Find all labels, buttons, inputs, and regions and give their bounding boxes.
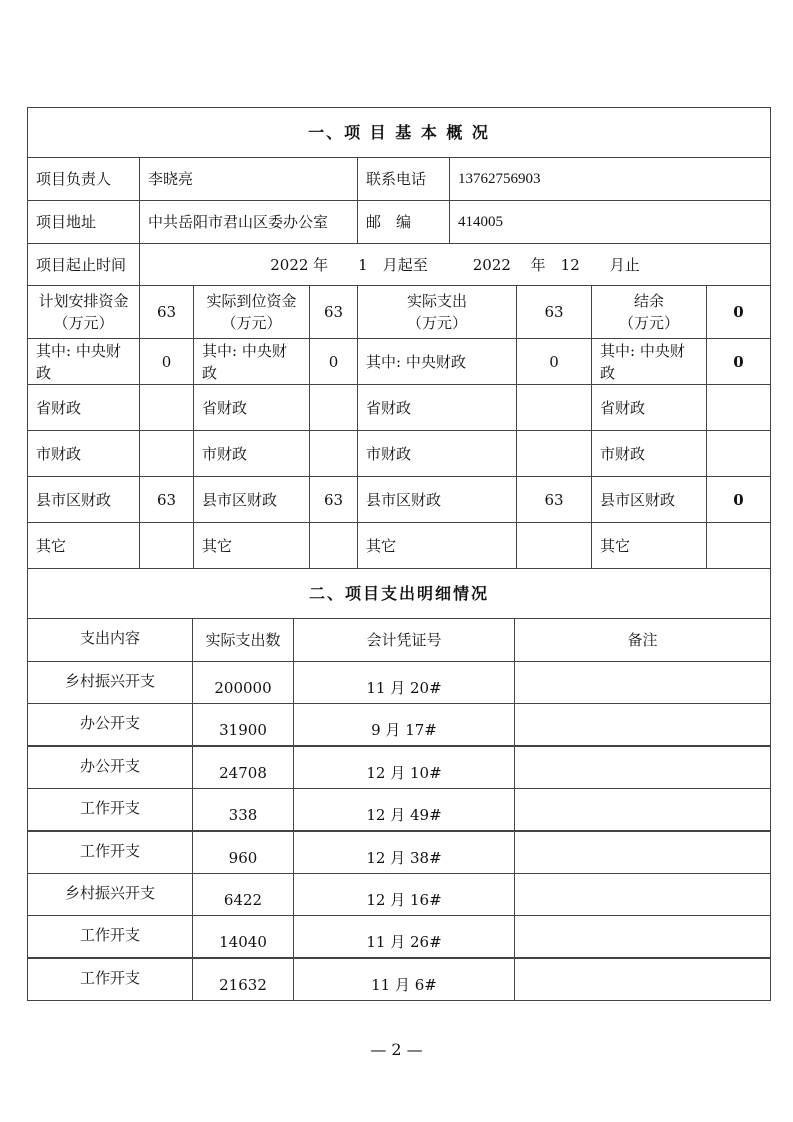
detail-amount: 6422 — [192, 873, 294, 916]
fund-label: 其中: 中央财政 — [193, 338, 310, 385]
fund-value — [139, 522, 194, 569]
fund-value — [139, 384, 194, 431]
header-voucher: 会计凭证号 — [293, 618, 515, 662]
detail-voucher: 12 月 49# — [293, 788, 515, 831]
fund-value — [309, 430, 358, 477]
detail-amount: 31900 — [192, 703, 294, 746]
detail-voucher: 9 月 17# — [293, 703, 515, 746]
actual-out-value: 63 — [516, 285, 592, 339]
fund-label: 其中: 中央财政 — [27, 338, 140, 385]
fund-label: 其中: 中央财政 — [591, 338, 707, 385]
fund-value — [516, 430, 592, 477]
period-label: 项目起止时间 — [27, 243, 140, 286]
zip-value: 414005 — [449, 200, 771, 244]
detail-note — [514, 661, 771, 704]
actual-out-label-text: 实际支出 — [406, 292, 467, 310]
fund-value: 63 — [139, 476, 194, 523]
detail-amount: 338 — [192, 788, 294, 831]
detail-voucher: 12 月 38# — [293, 831, 515, 874]
section1-title: 一、项 目 基 本 概 况 — [27, 107, 771, 158]
fund-value — [309, 522, 358, 569]
fund-label: 其它 — [193, 522, 310, 569]
detail-note — [514, 831, 771, 874]
period-value: 2022 年 1 月起至 2022 年 12 月止 — [139, 243, 771, 286]
fund-label: 市财政 — [591, 430, 707, 477]
detail-item: 工作开支 — [27, 831, 193, 874]
unit-text: （万元） — [53, 314, 114, 332]
fund-value — [706, 384, 771, 431]
detail-amount: 200000 — [192, 661, 294, 704]
actual-in-label-text: 实际到位资金 — [206, 292, 297, 310]
fund-label: 省财政 — [591, 384, 707, 431]
manager-label: 项目负责人 — [27, 157, 140, 201]
page-number: — 2 — — [370, 1040, 423, 1059]
manager-value: 李晓亮 — [139, 157, 358, 201]
actual-out-label — [357, 285, 517, 339]
detail-item: 工作开支 — [27, 788, 193, 831]
fund-label: 县市区财政 — [27, 476, 140, 523]
fund-value: 0 — [139, 338, 194, 385]
fund-value: 0 — [309, 338, 358, 385]
phone-value: 13762756903 — [449, 157, 771, 201]
fund-label: 省财政 — [357, 384, 517, 431]
detail-note — [514, 873, 771, 916]
detail-amount: 21632 — [192, 958, 294, 1001]
detail-note — [514, 915, 771, 958]
fund-value — [139, 430, 194, 477]
fund-label: 其中: 中央财政 — [357, 338, 517, 385]
detail-note — [514, 703, 771, 746]
address-value: 中共岳阳市君山区委办公室 — [139, 200, 358, 244]
balance-label-text: 结余 — [633, 292, 664, 310]
detail-voucher: 12 月 16# — [293, 873, 515, 916]
fund-label: 市财政 — [357, 430, 517, 477]
fund-label: 其它 — [591, 522, 707, 569]
fund-label: 市财政 — [27, 430, 140, 477]
header-item: 支出内容 — [27, 618, 193, 662]
fund-label: 市财政 — [193, 430, 310, 477]
actual-in-value: 63 — [309, 285, 358, 339]
detail-item: 工作开支 — [27, 915, 193, 958]
detail-item: 办公开支 — [27, 703, 193, 746]
planned-label-text: 计划安排资金 — [38, 292, 129, 310]
detail-item: 办公开支 — [27, 746, 193, 789]
fund-label: 县市区财政 — [357, 476, 517, 523]
header-amount: 实际支出数 — [192, 618, 294, 662]
fund-value — [706, 522, 771, 569]
fund-value: 0 — [516, 338, 592, 385]
detail-note — [514, 788, 771, 831]
detail-item: 乡村振兴开支 — [27, 661, 193, 704]
fund-label: 县市区财政 — [591, 476, 707, 523]
detail-item: 工作开支 — [27, 958, 193, 1001]
detail-item: 乡村振兴开支 — [27, 873, 193, 916]
fund-value — [516, 522, 592, 569]
section2-title: 二、项目支出明细情况 — [27, 568, 771, 619]
balance-value: 0 — [706, 285, 771, 339]
fund-value: 63 — [309, 476, 358, 523]
fund-value — [516, 384, 592, 431]
detail-voucher: 11 月 20# — [293, 661, 515, 704]
planned-label — [27, 285, 140, 339]
detail-amount: 24708 — [192, 746, 294, 789]
fund-label: 省财政 — [27, 384, 140, 431]
detail-amount: 960 — [192, 831, 294, 874]
balance-label — [591, 285, 707, 339]
address-label: 项目地址 — [27, 200, 140, 244]
fund-value: 0 — [706, 338, 771, 385]
phone-label: 联系电话 — [357, 157, 450, 201]
zip-label: 邮 编 — [357, 200, 450, 244]
detail-amount: 14040 — [192, 915, 294, 958]
detail-note — [514, 958, 771, 1001]
detail-voucher: 11 月 6# — [293, 958, 515, 1001]
fund-value: 0 — [706, 476, 771, 523]
fund-label: 县市区财政 — [193, 476, 310, 523]
fund-label: 其它 — [357, 522, 517, 569]
fund-value — [309, 384, 358, 431]
detail-note — [514, 746, 771, 789]
actual-in-label — [193, 285, 310, 339]
unit-text: （万元） — [221, 314, 282, 332]
fund-value: 63 — [516, 476, 592, 523]
detail-voucher: 12 月 10# — [293, 746, 515, 789]
planned-value: 63 — [139, 285, 194, 339]
detail-voucher: 11 月 26# — [293, 915, 515, 958]
unit-text: （万元） — [618, 314, 679, 332]
fund-label: 其它 — [27, 522, 140, 569]
unit-text: （万元） — [406, 314, 467, 332]
fund-label: 省财政 — [193, 384, 310, 431]
header-note: 备注 — [514, 618, 771, 662]
fund-value — [706, 430, 771, 477]
